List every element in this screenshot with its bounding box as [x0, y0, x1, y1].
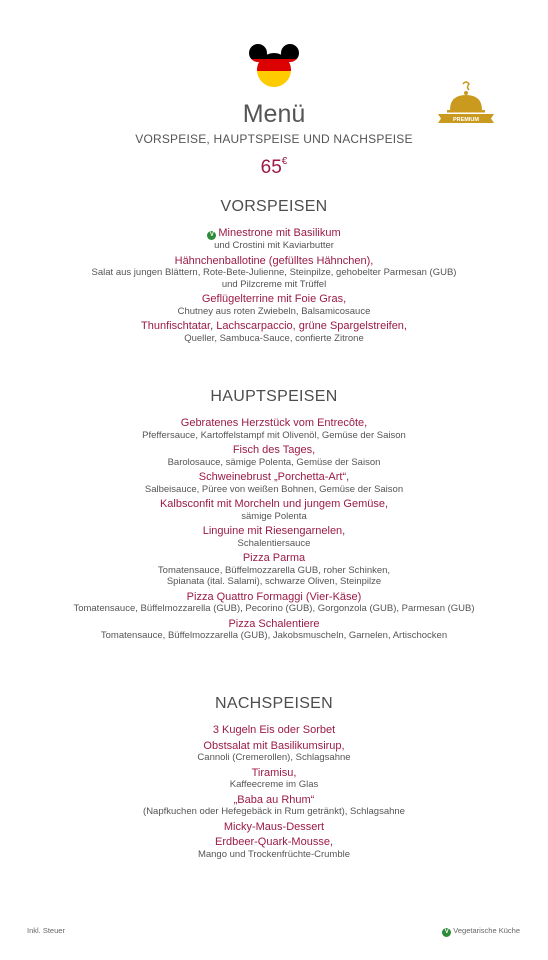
- dish-item: [0, 445, 548, 468]
- dish-name: Gebratenes Herzstück vom Entrecôte,: [180, 417, 368, 429]
- premium-label: PREMIUM: [453, 117, 479, 123]
- dish-description: Pfeffersauce, Kartoffelstampf mit Olivenöl, Gemüse der Saison: [142, 429, 406, 441]
- dish-item: [0, 741, 548, 764]
- dish-item: [0, 619, 548, 642]
- dish-description: Tomatensauce, Büffelmozzarella (GUB), Jakobsmuscheln, Garnelen, Artischocken: [100, 630, 448, 641]
- footer-tax-note: Inkl. Steuer: [27, 926, 65, 935]
- dish-description: (Napfkuchen oder Hefegebäck in Rum getränkt), Schlagsahne: [143, 806, 405, 817]
- dish-name: „Baba au Rhum“: [233, 793, 315, 806]
- dish-description: Tomatensauce, Büffelmozzarella GUB, roher Schinken,: [157, 564, 391, 576]
- dish-description: Barolosauce, sämige Polenta, Gemüse der Saison: [167, 456, 381, 468]
- dish-item: [0, 418, 548, 441]
- dish-item: [0, 228, 548, 252]
- dish-item: [0, 768, 548, 791]
- dish-item: [0, 472, 548, 495]
- dish-item: [0, 526, 548, 549]
- dish-name: Pizza Schalentiere: [228, 617, 320, 630]
- dish-item: [0, 294, 548, 317]
- dish-name: Pizza Parma: [242, 552, 306, 564]
- mickey-flag-icon: [248, 42, 300, 88]
- section-title-mains: HAUPTSPEISEN: [210, 388, 338, 405]
- dish-name: Fisch des Tages,: [232, 444, 316, 456]
- dish-description: Salat aus jungen Blättern, Rote-Bete-Julienne, Steinpilze, gehobelter Parmesan (GUB): [91, 267, 457, 278]
- page-title: Menü: [242, 100, 306, 128]
- dish-item: [0, 499, 548, 522]
- dish-item: [0, 725, 548, 737]
- dish-description: Chutney aus roten Zwiebeln, Balsamicosauce: [177, 305, 371, 317]
- dish-description: Cannoli (Cremerollen), Schlagsahne: [197, 752, 351, 763]
- dish-item: [0, 795, 548, 818]
- dish-name: Linguine mit Riesengarnelen,: [202, 525, 346, 537]
- price-value: 65: [260, 157, 282, 178]
- dish-name: Schweinebrust „Porchetta-Art“,: [198, 471, 350, 483]
- dish-item: [0, 553, 548, 588]
- dish-name: Minestrone mit Basilikum: [218, 227, 341, 239]
- dish-name: Erdbeer-Quark-Mousse,: [215, 836, 333, 848]
- dish-name: Thunfischtatar, Lachscarpaccio, grüne Spargelstreifen,: [141, 320, 407, 332]
- dish-name: Tiramisu,: [251, 766, 297, 779]
- price-currency: €: [281, 155, 288, 167]
- dish-description: Mango und Trockenfrüchte-Crumble: [197, 848, 351, 860]
- dish-description: Queller, Sambuca-Sauce, confierte Zitrone: [184, 332, 364, 344]
- footer-vegetarian-legend: [442, 926, 520, 937]
- section-title-starters: VORSPEISEN: [220, 198, 328, 215]
- footer-vegetarian-label: Vegetarische Küche: [453, 926, 520, 935]
- dish-description: und Crostini mit Kaviarbutter: [214, 240, 334, 251]
- section-title-desserts: NACHSPEISEN: [215, 695, 333, 712]
- section-mains: [0, 388, 548, 646]
- section-starters: [0, 198, 548, 348]
- section-desserts: [0, 695, 548, 864]
- dish-description-line2: Spianata (ital. Salami), schwarze Oliven, Steinpilze: [166, 576, 382, 587]
- menu-price: [0, 157, 548, 179]
- dish-name: Obstsalat mit Basilikumsirup,: [203, 739, 345, 752]
- dish-description: sämige Polenta: [241, 510, 307, 522]
- dish-name: Hähnchenballotine (gefülltes Hähnchen),: [174, 254, 374, 267]
- dish-description: Salbeisauce, Püree von weißen Bohnen, Gemüse der Saison: [144, 483, 404, 495]
- dish-name: 3 Kugeln Eis oder Sorbet: [212, 724, 336, 736]
- dish-name: Kalbsconfit mit Morcheln und jungem Gemüse,: [159, 498, 389, 510]
- dish-item: [0, 256, 548, 291]
- vegetarian-icon: V: [442, 928, 451, 937]
- dish-description: Schalentiersauce: [237, 537, 311, 549]
- dish-item: [0, 837, 548, 860]
- dish-item: [0, 822, 548, 834]
- dish-item: [0, 321, 548, 344]
- vegetarian-icon: V: [207, 231, 216, 240]
- dish-item: [0, 592, 548, 615]
- dish-name: Micky-Maus-Dessert: [223, 820, 325, 833]
- page-subtitle: VORSPEISE, HAUPTSPEISE UND NACHSPEISE: [135, 132, 413, 146]
- dish-description: Tomatensauce, Büffelmozzarella (GUB), Pecorino (GUB), Gorgonzola (GUB), Parmesan (GUB): [73, 603, 475, 614]
- dish-description: Kaffeecreme im Glas: [229, 779, 319, 790]
- dish-description-line2: und Pilzcreme mit Trüffel: [221, 278, 327, 290]
- dish-name: Geflügelterrine mit Foie Gras,: [201, 293, 347, 305]
- dish-name: Pizza Quattro Formaggi (Vier-Käse): [186, 590, 362, 603]
